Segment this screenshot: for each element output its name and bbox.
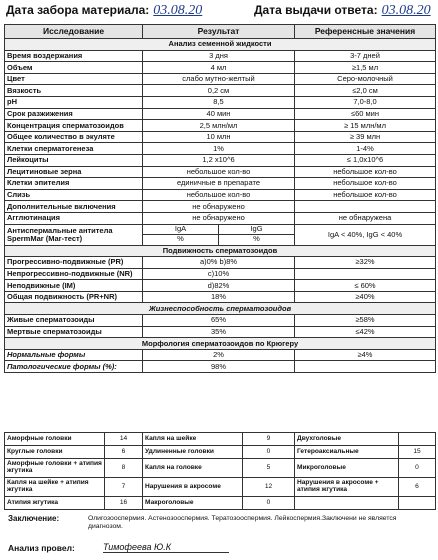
iga-label: IgA [174, 224, 187, 233]
col-reference: Референсные значения [295, 25, 436, 39]
table-row [5, 201, 436, 213]
test-result: не обнаружено [143, 212, 295, 224]
issue-date: 03.08.20 [381, 3, 431, 18]
test-name: Мертвые сперматозоиды [5, 326, 143, 338]
col-result: Результат [143, 25, 295, 39]
defect-row [5, 497, 436, 510]
test-reference: ≤60 мин [295, 108, 436, 120]
defect-name: Удлиненные головки [143, 446, 243, 459]
test-result: 0,2 см [143, 85, 295, 97]
test-reference [295, 361, 436, 373]
antibodies-name: Антиспермальные антитела SpermMar (Mar-тест) [5, 224, 143, 245]
igg-value: % [218, 235, 294, 245]
test-name: Непрогрессивно-подвижные (NR) [5, 268, 143, 280]
defect-count: 8 [105, 459, 143, 478]
table-row [5, 257, 436, 269]
test-reference: ≥ 39 млн [295, 131, 436, 143]
test-name: Клетки эпителия [5, 178, 143, 190]
test-reference: 3-7 дней [295, 50, 436, 62]
section-motility: Подвижность сперматозоидов [5, 245, 436, 257]
defect-count: 5 [243, 459, 295, 478]
defect-count [399, 497, 436, 510]
test-name: Неподвижные (IM) [5, 280, 143, 292]
section-header [5, 338, 436, 350]
signature-name: Тимофеева Ю.К [103, 542, 229, 553]
test-reference [295, 268, 436, 280]
defect-name: Аморфные головки + атипия жгутика [5, 459, 105, 478]
test-reference: ≤ 1,0x10^6 [295, 154, 436, 166]
semen-rows [5, 50, 436, 224]
defect-count [399, 433, 436, 446]
defect-name: Нарушения в акросоме [143, 478, 243, 497]
defect-count: 12 [243, 478, 295, 497]
test-result: 1% [143, 143, 295, 155]
table-row [5, 349, 436, 361]
defect-count: 0 [243, 497, 295, 510]
section-header [5, 245, 436, 257]
motility-rows [5, 257, 436, 303]
test-result: 2,5 млн/мл [143, 120, 295, 132]
defect-name: Микроголовые [295, 459, 399, 478]
table-row [5, 73, 436, 85]
defect-count: 6 [105, 446, 143, 459]
defect-count: 6 [399, 478, 436, 497]
test-reference: Серо-молочный [295, 73, 436, 85]
morphology-rows [5, 349, 436, 372]
antibodies-ref: IgA < 40%, IgG < 40% [295, 224, 436, 245]
test-name: Дополнительные включения [5, 201, 143, 213]
test-reference: ≥1,5 мл [295, 62, 436, 74]
section-header [5, 39, 436, 51]
section-vitality: Жизнеспособность сперматозоидов [5, 303, 436, 315]
table-row [5, 326, 436, 338]
table-row [5, 189, 436, 201]
test-result: единичные в препарате [143, 178, 295, 190]
test-reference: ≥58% [295, 315, 436, 327]
test-reference [295, 201, 436, 213]
test-name: Лейкоциты [5, 154, 143, 166]
test-result: 18% [143, 291, 295, 303]
table-row [5, 166, 436, 178]
test-result: 3 дня [143, 50, 295, 62]
test-reference: 1-4% [295, 143, 436, 155]
test-name: Общее количество в экуляте [5, 131, 143, 143]
test-reference: ≥40% [295, 291, 436, 303]
defect-name: Нарушения в акросоме + атипия жгутика [295, 478, 399, 497]
test-result: 8,5 [143, 96, 295, 108]
defect-row [5, 433, 436, 446]
test-name: Общая подвижность (PR+NR) [5, 291, 143, 303]
defect-name: Круглые головки [5, 446, 105, 459]
defect-count: 16 [105, 497, 143, 510]
test-reference: ≥32% [295, 257, 436, 269]
defect-row [5, 478, 436, 497]
results-table [4, 24, 436, 373]
test-result: d)82% [143, 280, 295, 292]
defect-name: Аморфные головки [5, 433, 105, 446]
test-result: a)0% b)8% [143, 257, 295, 269]
test-result: 40 мин [143, 108, 295, 120]
test-name: Срок разжижения [5, 108, 143, 120]
test-result: 35% [143, 326, 295, 338]
test-name: Нормальные формы [5, 349, 143, 361]
section-header [5, 303, 436, 315]
section-semen: Анализ семенной жидкости [5, 39, 436, 51]
signature-label: Анализ провел: [8, 543, 75, 553]
table-row [5, 96, 436, 108]
defects-table [4, 432, 436, 510]
test-result: 10 млн [143, 131, 295, 143]
test-result: c)10% [143, 268, 295, 280]
antibodies-row [5, 224, 436, 245]
table-row [5, 50, 436, 62]
defect-name: Капля на шейке + атипия жгутика [5, 478, 105, 497]
table-header [5, 25, 436, 39]
test-result: небольшое кол-во [143, 189, 295, 201]
test-name: Прогрессивно-подвижные (PR) [5, 257, 143, 269]
defect-name: Атипия жгутика [5, 497, 105, 510]
test-name: Живые сперматозоиды [5, 315, 143, 327]
test-name: Концентрация сперматозоидов [5, 120, 143, 132]
antibodies-result [143, 224, 295, 245]
test-name: Клетки сперматогенеза [5, 143, 143, 155]
test-reference: 7,0-8,0 [295, 96, 436, 108]
defect-name: Двухголовые [295, 433, 399, 446]
test-result: 1,2 x10^6 [143, 154, 295, 166]
test-reference: ≤ 60% [295, 280, 436, 292]
defect-name: Капля на головке [143, 459, 243, 478]
test-name: pH [5, 96, 143, 108]
test-reference: небольшое кол-во [295, 178, 436, 190]
table-row [5, 62, 436, 74]
test-result: 98% [143, 361, 295, 373]
test-reference: ≤2,0 см [295, 85, 436, 97]
sample-date: 03.08.20 [153, 3, 203, 18]
igg-label: IgG [218, 225, 294, 235]
test-name: Вязкость [5, 85, 143, 97]
table-row [5, 268, 436, 280]
defect-name: Капля на шейке [143, 433, 243, 446]
defect-count: 0 [243, 446, 295, 459]
iga-value: % [177, 234, 184, 243]
table-row [5, 315, 436, 327]
defect-row [5, 459, 436, 478]
conclusion-label: Заключение: [8, 514, 60, 523]
table-row [5, 178, 436, 190]
table-row [5, 280, 436, 292]
test-name: Патологические формы (%): [5, 361, 143, 373]
test-name: Цвет [5, 73, 143, 85]
test-name: Время воздержания [5, 50, 143, 62]
defect-count: 15 [399, 446, 436, 459]
test-result: не обнаружено [143, 201, 295, 213]
test-result: 2% [143, 349, 295, 361]
test-result: 4 мл [143, 62, 295, 74]
test-result: слабо мутно-желтый [143, 73, 295, 85]
test-reference: небольшое кол-во [295, 189, 436, 201]
defect-count: 7 [105, 478, 143, 497]
test-result: небольшое кол-во [143, 166, 295, 178]
table-row [5, 143, 436, 155]
test-reference: небольшое кол-во [295, 166, 436, 178]
test-reference: ≥ 15 млн/мл [295, 120, 436, 132]
table-row [5, 108, 436, 120]
table-row [5, 131, 436, 143]
test-name: Слизь [5, 189, 143, 201]
test-name: Лецитиновые зерна [5, 166, 143, 178]
vitality-rows [5, 315, 436, 338]
section-morphology: Морфология сперматозоидов по Крюгеру [5, 338, 436, 350]
conclusion-text: Олигозооспермия. Астенозооспермия. Тератозооспермия. Лейкоспермия.Заключени не является диагнозом. [88, 515, 397, 531]
defect-count: 9 [243, 433, 295, 446]
defect-count: 14 [105, 433, 143, 446]
table-row [5, 291, 436, 303]
test-result: 65% [143, 315, 295, 327]
test-reference: ≤42% [295, 326, 436, 338]
defect-name: Гетероаксиальные [295, 446, 399, 459]
sample-date-line [6, 3, 202, 19]
issue-date-label: Дата выдачи ответа: [254, 3, 378, 17]
col-test: Исследование [5, 25, 143, 39]
defect-count: 0 [399, 459, 436, 478]
table-row [5, 212, 436, 224]
sample-date-label: Дата забора материала: [6, 3, 150, 17]
table-row [5, 154, 436, 166]
issue-date-line [254, 3, 431, 19]
defect-row [5, 446, 436, 459]
table-row [5, 85, 436, 97]
defect-name: Макроголовые [143, 497, 243, 510]
table-row [5, 120, 436, 132]
test-name: Объем [5, 62, 143, 74]
table-row [5, 361, 436, 373]
test-reference: ≥4% [295, 349, 436, 361]
test-name: Агглютинация [5, 212, 143, 224]
defect-name [295, 497, 399, 510]
test-reference: не обнаружена [295, 212, 436, 224]
